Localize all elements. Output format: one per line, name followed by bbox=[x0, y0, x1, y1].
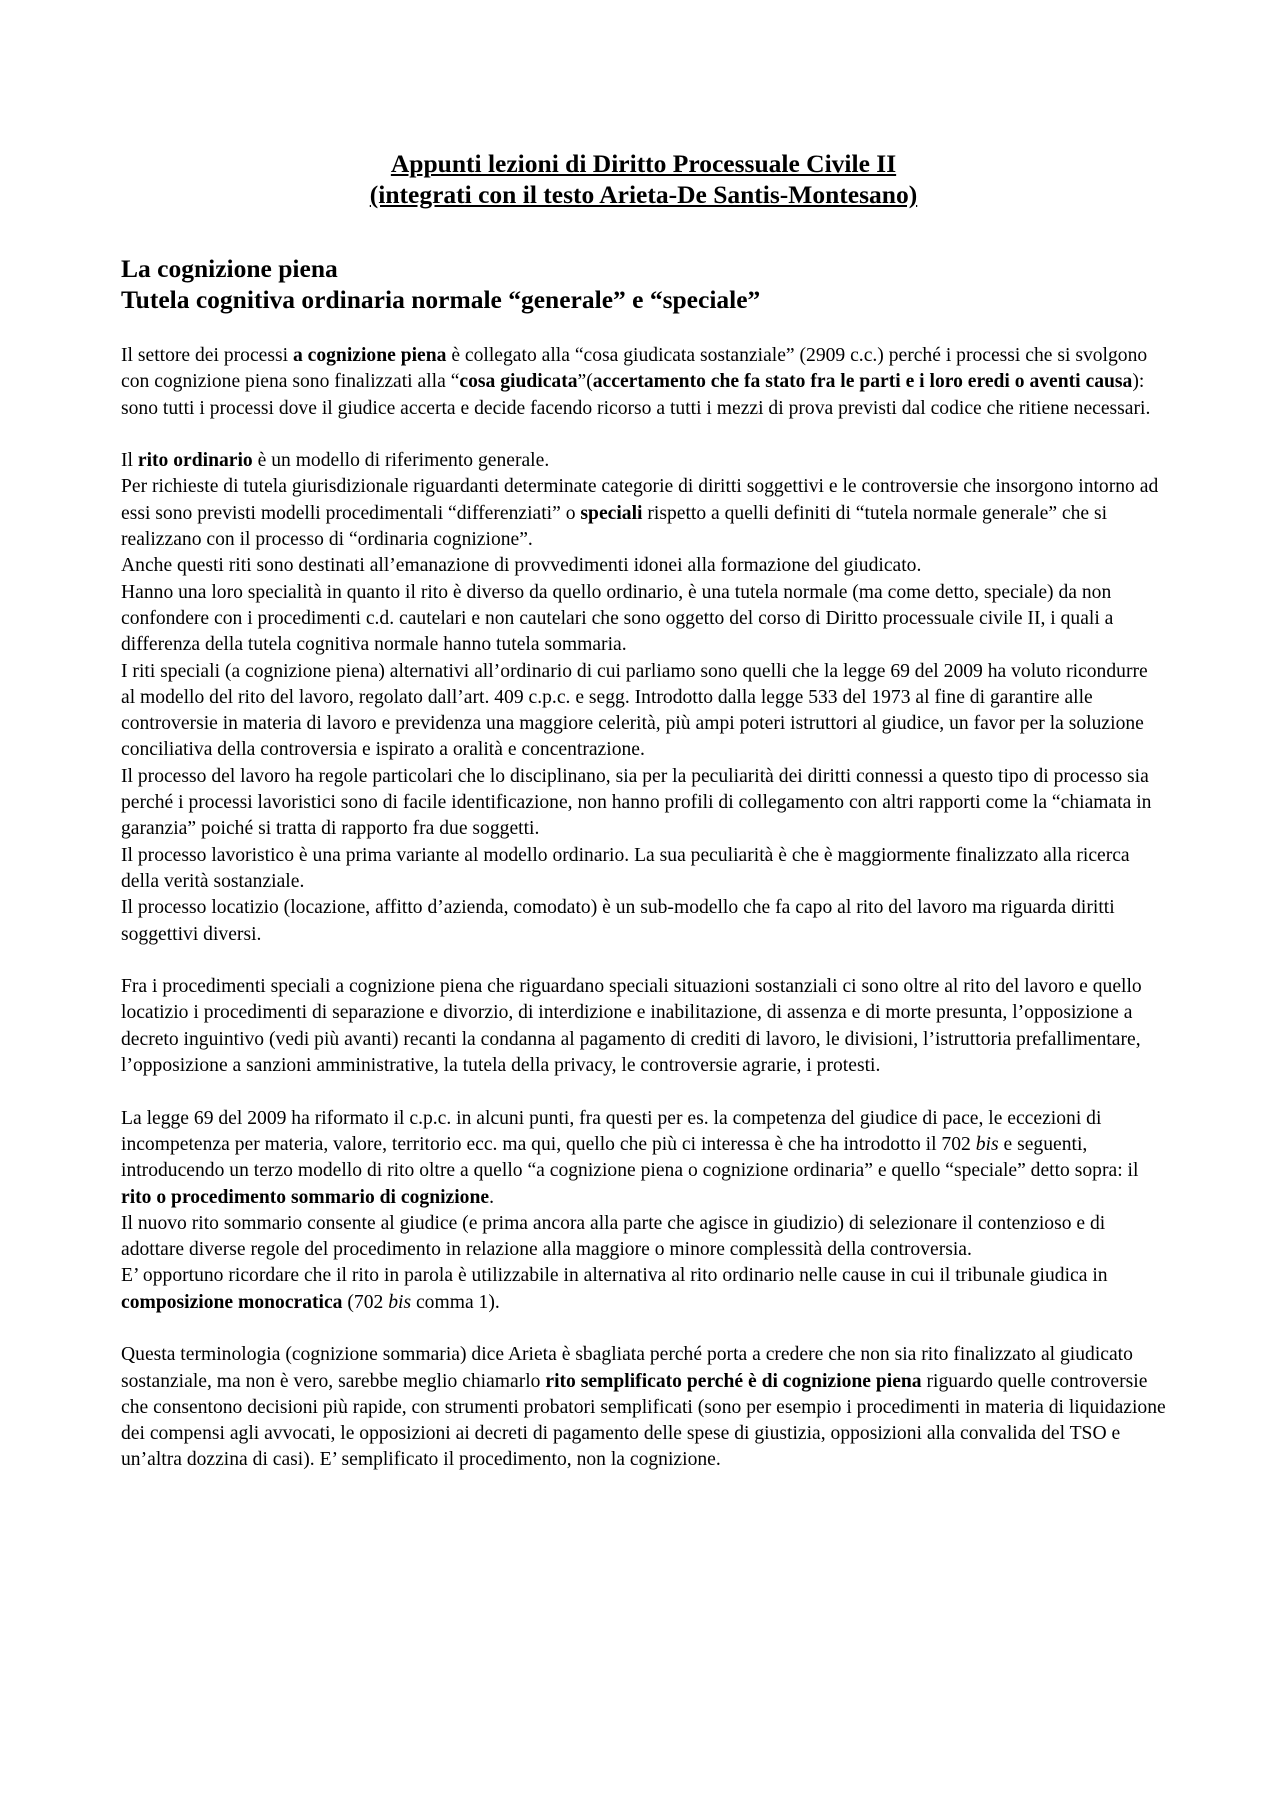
paragraph-text: La legge 69 del 2009 ha riformato il c.p.c. in alcuni punti, fra questi per es. la competenza del giudice di pace, le eccezioni di incompetenza per materia, valore, territorio ecc. ma qui, quello che più ci interessa è che ha introdotto il 702 bbox=[121, 1107, 1102, 1155]
spacer bbox=[121, 948, 1166, 974]
bold-term: speciali bbox=[580, 502, 643, 524]
bold-term: rito ordinario bbox=[137, 450, 253, 472]
paragraph-text: è un modello di riferimento generale. Per richieste di tutela giurisdizionale riguardanti determinate categorie di diritti soggettivi e le controversie che insorgono intorno ad essi sono previsti modelli procedimentali “differenziati” o bbox=[121, 450, 1159, 524]
paragraph-text: (702 bbox=[342, 1291, 389, 1313]
spacer bbox=[121, 1316, 1166, 1342]
paragraph-text: e seguenti, introducendo un terzo modello di rito oltre a quello “a cognizione piena o cognizione ordinaria” e quello “speciale” detto sopra: il bbox=[121, 1133, 1139, 1182]
bold-term: rito o procedimento sommario di cognizione bbox=[121, 1186, 490, 1208]
section-heading-line-1: La cognizione piena bbox=[121, 254, 338, 283]
paragraph-text: rispetto a quelli definiti di “tutela normale generale” che si realizzano con il processo di “ordinaria cognizione”. Anche questi riti sono destinati all’emanazione di provvedimenti idonei alla formazione del giudicato. Hanno una loro specialità in quanto il rito è diverso da quello ordinario, è una tutela normale (ma come detto, speciale) da non confondere con i procedimenti c.d. cautelari e non cautelari che sono oggetto del corso di Diritto processuale civile II, i quali a differenza della tutela cognitiva normale hanno tutela sommaria. I riti speciali (a cognizione piena) alternativi all’ordinario di cui parliamo sono quelli che la legge 69 del 2009 ha voluto ricondurre al modello del rito del lavoro, regolato dall’art. 409 c.p.c. e segg. Introdotto dalla legge 533 del 1973 al fine di garantire alle controversie in materia di lavoro e previdenza una maggiore celerità, più ampi poteri istruttori al giudice, un favor per la soluzione conciliativa della controversia e ispirato a oralità e concentrazione. Il processo del lavoro ha regole particolari che lo disciplinano, sia per la peculiarità dei diritti connessi a questo tipo di processo sia perché i processi lavoristici sono di facile identificazione, non hanno profili di collegamento con altri rapporti come la “chiamata in garanzia” poiché si tratta di rapporto fra due soggetti. Il processo lavoristico è una prima variante al modello ordinario. La sua peculiarità è che è maggiormente finalizzato alla ricerca della verità sostanziale. Il processo locatizio (locazione, affitto d’azienda, comodato) è un sub-modello che fa capo al rito del lavoro ma riguarda diritti soggettivi diversi. bbox=[121, 502, 1152, 945]
paragraph-text: comma 1). bbox=[411, 1291, 500, 1313]
bold-term: composizione monocratica bbox=[121, 1291, 343, 1313]
document-title-line-1: Appunti lezioni di Diritto Processuale Civile II bbox=[390, 149, 897, 178]
paragraph-text: . Il nuovo rito sommario consente al giudice (e prima ancora alla parte che agisce in giudizio) di selezionare il contenzioso e di adottare diverse regole del procedimento in relazione alla maggiore o minore complessità della controversia. E’ opportuno ricordare che il rito in parola è utilizzabile in alternativa al rito ordinario nelle cause in cui il tribunale giudica in bbox=[121, 1186, 1108, 1287]
paragraph-text: è collegato alla “cosa giudicata sostanziale” (2909 c.c.) perché i processi che si svolgono con cognizione piena sono finalizzati alla “ bbox=[121, 345, 1148, 393]
italic-term: bis bbox=[975, 1133, 999, 1155]
paragraph-2 bbox=[121, 448, 1166, 948]
paragraph-text: Il settore dei processi bbox=[121, 345, 293, 366]
italic-term: bis bbox=[388, 1291, 412, 1313]
document-title-line-2: (integrati con il testo Arieta-De Santis-Montesano) bbox=[369, 180, 918, 209]
spacer bbox=[121, 422, 1166, 448]
paragraph-text: riguardo quelle controversie che consentono decisioni più rapide, con strumenti probatori semplificati (sono per esempio i procedimenti in materia di liquidazione dei compensi agli avvocati, le opposizioni ai decreti di pagamento delle spese di giustizia, opposizioni alla convalida del TSO e un’altra dozzina di casi). E’ semplificato il procedimento, non la cognizione. bbox=[121, 1370, 1166, 1471]
paragraph-text: ”( bbox=[577, 371, 593, 393]
paragraph-5 bbox=[121, 1342, 1166, 1473]
paragraph-1 bbox=[121, 343, 1166, 422]
paragraph-3: Fra i procedimenti speciali a cognizione piena che riguardano speciali situazioni sostanziali ci sono oltre al rito del lavoro e quello locatizio i procedimenti di separazione e divorzio, di interdizione e inabilitazione, di assenza e di morte presunta, l’opposizione a decreto inguintivo (vedi più avanti) recanti la condanna al pagamento di crediti di lavoro, le divisioni, l’istruttoria prefallimentare, l’opposizione a sanzioni amministrative, la tutela della privacy, le controversie agrarie, i protesti. bbox=[121, 976, 1142, 1077]
section-heading-line-2: Tutela cognitiva ordinaria normale “generale” e “speciale” bbox=[121, 285, 761, 314]
bold-term: a cognizione piena bbox=[292, 345, 447, 366]
bold-term: rito semplificato perché è di cognizione piena bbox=[545, 1370, 922, 1392]
document-page bbox=[121, 148, 1166, 1474]
bold-term: cosa giudicata bbox=[459, 371, 578, 393]
spacer bbox=[121, 315, 1166, 343]
spacer bbox=[121, 210, 1166, 253]
spacer bbox=[121, 1079, 1166, 1105]
paragraph-text: Il bbox=[121, 450, 138, 472]
paragraph-text: Questa terminologia (cognizione sommaria) dice Arieta è sbagliata perché porta a credere che non sia rito finalizzato al giudicato sostanziale, ma non è vero, sarebbe meglio chiamarlo bbox=[121, 1344, 1133, 1392]
bold-term: accertamento che fa stato fra le parti e i loro eredi o aventi causa bbox=[592, 371, 1133, 393]
paragraph-text: ): sono tutti i processi dove il giudice accerta e decide facendo ricorso a tutti i mezzi di prova previsti dal codice che ritiene necessari. bbox=[121, 371, 1151, 419]
paragraph-4 bbox=[121, 1106, 1166, 1316]
